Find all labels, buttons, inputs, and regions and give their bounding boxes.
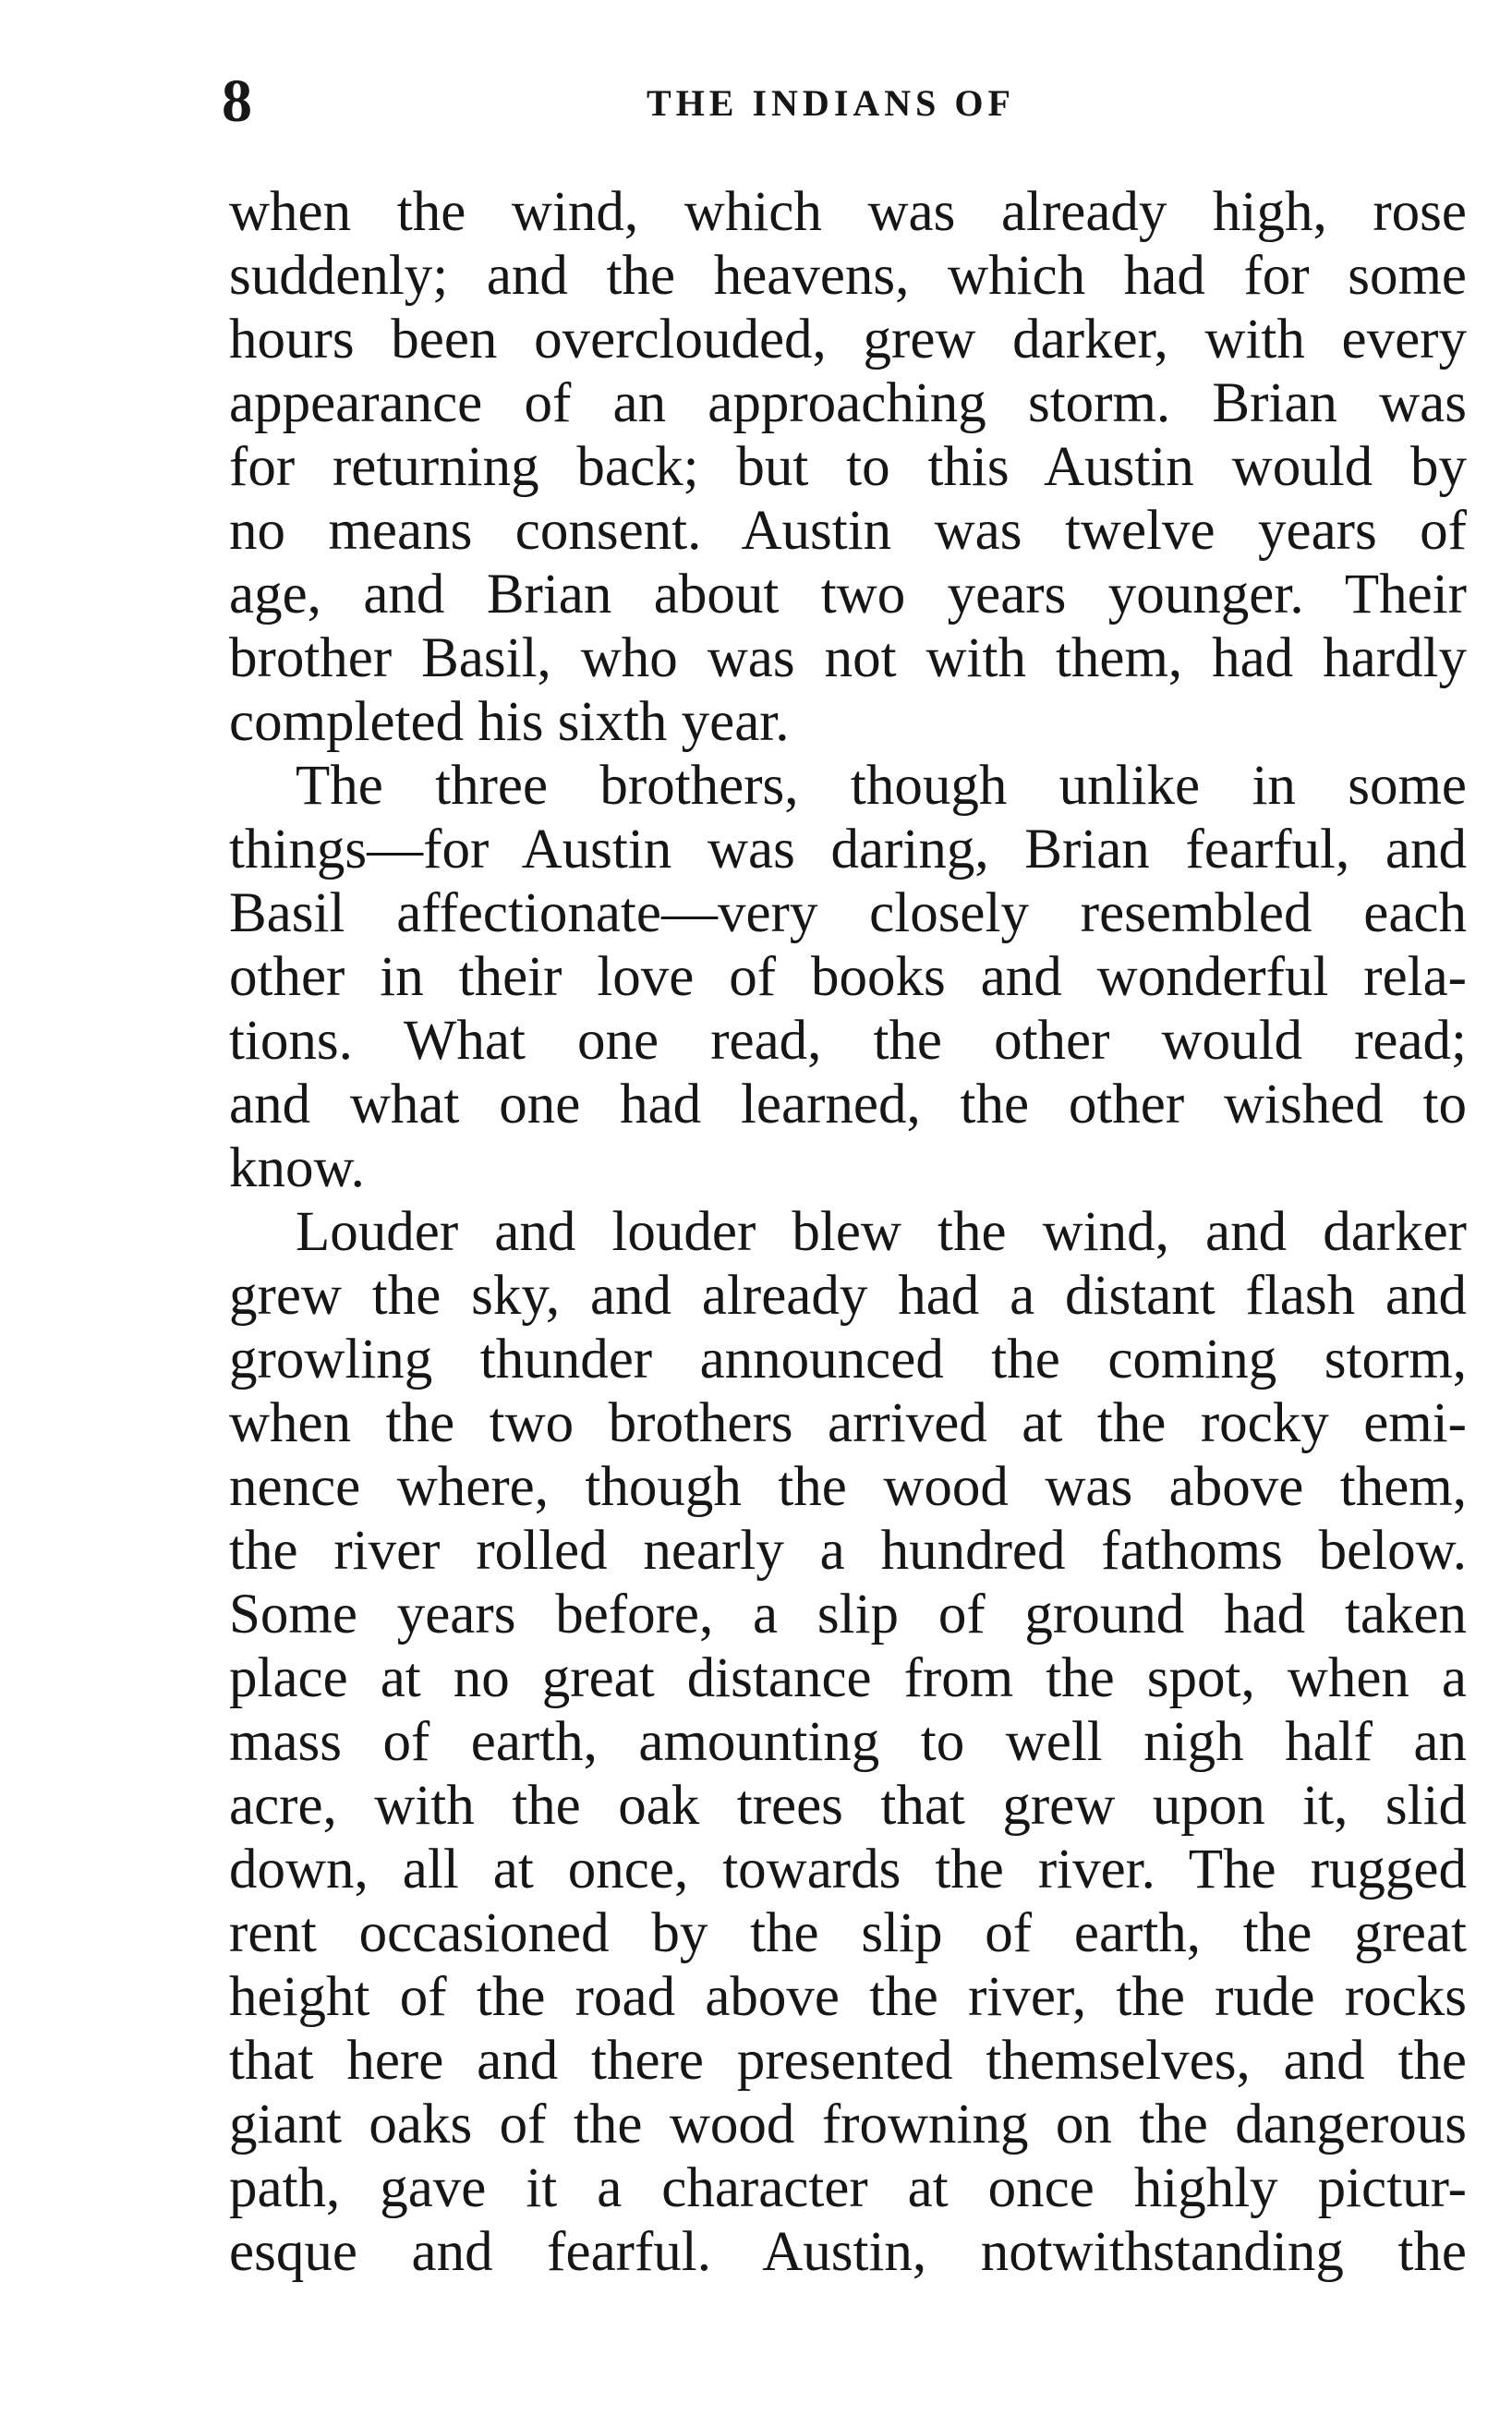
text-line: hours been overclouded, grew darker, with every xyxy=(229,309,1467,370)
text-line: esque and fearful. Austin, notwithstanding the xyxy=(229,2221,1467,2283)
text-line: The three brothers, though unlike in some xyxy=(296,755,1467,817)
text-line: no means consent. Austin was twelve years of xyxy=(229,500,1467,562)
text-line: mass of earth, amounting to well nigh half an xyxy=(229,1711,1467,1773)
text-line: for returning back; but to this Austin would by xyxy=(229,436,1467,498)
text-line: height of the road above the river, the rude rocks xyxy=(229,1966,1467,2028)
text-line: that here and there presented themselves, and the xyxy=(229,2030,1467,2092)
body-text xyxy=(229,180,1467,2284)
text-line: brother Basil, who was not with them, had hardly xyxy=(229,627,1467,689)
text-line: Some years before, a slip of ground had taken xyxy=(229,1584,1467,1645)
text-line: grew the sky, and already had a distant flash and xyxy=(229,1265,1467,1327)
text-line: giant oaks of the wood frowning on the dangerous xyxy=(229,2094,1467,2155)
text-line: the river rolled nearly a hundred fathoms below. xyxy=(229,1520,1467,1582)
page-header xyxy=(222,65,1487,139)
text-line: growling thunder announced the coming storm, xyxy=(229,1329,1467,1390)
text-line: age, and Brian about two years younger. Their xyxy=(229,564,1467,625)
text-line: down, all at once, towards the river. The rugged xyxy=(229,1839,1467,1900)
text-line: and what one had learned, the other wished to xyxy=(229,1074,1467,1135)
text-line: nence where, though the wood was above them, xyxy=(229,1456,1467,1518)
text-line: completed his sixth year. xyxy=(229,691,790,753)
text-line: other in their love of books and wonderful rela- xyxy=(229,946,1467,1008)
text-line: Basil affectionate—very closely resembled each xyxy=(229,882,1467,944)
text-line: tions. What one read, the other would read; xyxy=(229,1010,1467,1072)
text-line: suddenly; and the heavens, which had for some xyxy=(229,245,1467,307)
text-line: Louder and louder blew the wind, and darker xyxy=(296,1201,1467,1263)
text-line: acre, with the oak trees that grew upon it, slid xyxy=(229,1775,1467,1837)
text-line: things—for Austin was daring, Brian fearful, and xyxy=(229,819,1467,880)
page-number: 8 xyxy=(222,67,252,135)
running-head: THE INDIANS OF xyxy=(647,82,1015,124)
text-line: rent occasioned by the slip of earth, the great xyxy=(229,1902,1467,1964)
text-line: when the two brothers arrived at the rocky emi- xyxy=(229,1392,1467,1454)
text-line: appearance of an approaching storm. Brian was xyxy=(229,372,1467,434)
text-line: know. xyxy=(229,1137,365,1199)
text-line: place at no great distance from the spot, when a xyxy=(229,1647,1467,1709)
text-line: when the wind, which was already high, rose xyxy=(229,181,1467,243)
text-line: path, gave it a character at once highly pictur- xyxy=(229,2157,1467,2219)
